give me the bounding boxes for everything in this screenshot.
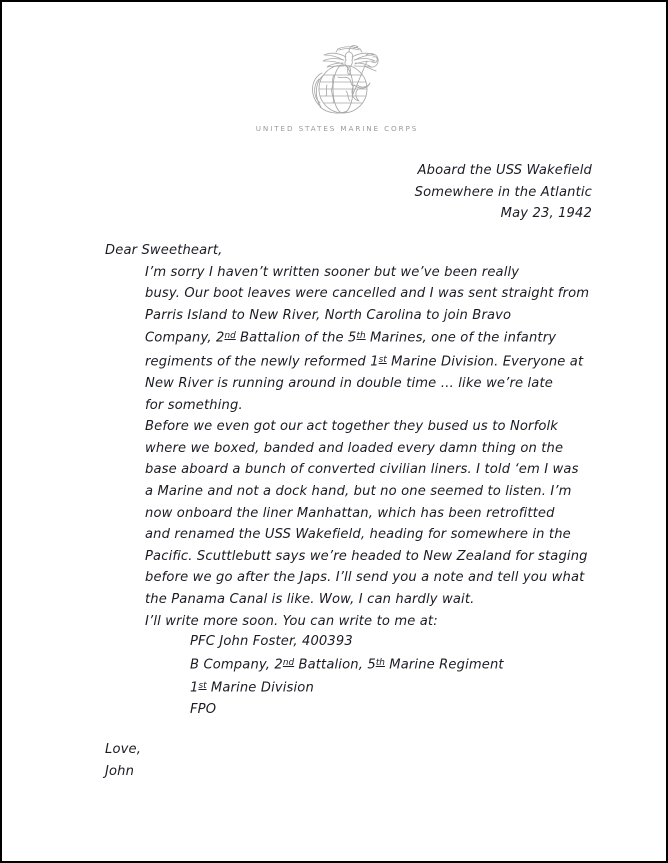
ordinal-suffix: st xyxy=(198,680,207,691)
heading-line-ship: Aboard the USS Wakefield xyxy=(417,163,592,178)
paragraph-line: now onboard the liner Manhattan, which has been retrofitted xyxy=(145,505,555,521)
address-line-division: 1st Marine Division xyxy=(190,680,314,696)
paragraph-line: and renamed the USS Wakefield, heading for somewhere in the xyxy=(145,527,571,543)
paragraph-line: I’ll write more soon. You can write to me at: xyxy=(145,613,438,629)
paragraph-line: busy. Our boot leaves were cancelled and I was sent straight from xyxy=(145,286,590,302)
ordinal-suffix: nd xyxy=(282,657,295,668)
paragraph-line: I’m sorry I haven’t written sooner but we’ve been really xyxy=(145,264,520,280)
letter-heading xyxy=(302,160,592,225)
paragraph-line: New River is running around in double time … like we’re late xyxy=(145,376,553,392)
paragraph-line: base aboard a bunch of converted civilian liners. I told ‘em I was xyxy=(145,462,579,478)
return-address-block xyxy=(190,631,590,721)
paragraph-line: for something. xyxy=(145,397,243,413)
paragraph-line: where we boxed, banded and loaded every damn thing on the xyxy=(145,440,564,456)
valediction: Love, xyxy=(105,742,142,757)
address-line-fpo: FPO xyxy=(190,702,217,718)
letter-closing xyxy=(105,739,355,782)
paragraph-line: regiments of the newly reformed 1st Marine Division. Everyone at xyxy=(145,354,584,370)
paragraph-line: Company, 2nd Battalion of the 5th Marines, one of the infantry xyxy=(145,331,557,347)
ordinal-suffix: st xyxy=(378,354,387,365)
paragraph-line: Parris Island to New River, North Carolina to join Bravo xyxy=(145,307,512,323)
ordinal-suffix: nd xyxy=(224,331,236,342)
letter-body xyxy=(105,240,590,632)
paragraph-line: the Panama Canal is like. Wow, I can hardly wait. xyxy=(145,591,475,607)
heading-line-date: May 23, 1942 xyxy=(500,206,592,222)
paragraph-1 xyxy=(105,262,590,417)
paragraph-line: Before we even got our act together they bused us to Norfolk xyxy=(145,419,559,435)
marine-corps-eagle-globe-anchor-icon xyxy=(294,35,402,121)
letterhead xyxy=(242,35,432,140)
paragraph-line: before we go after the Japs. I’ll send you a note and tell you what xyxy=(145,570,585,586)
paragraph-line: Pacific. Scuttlebutt says we’re headed to New Zealand for staging xyxy=(145,548,588,564)
address-line-name: PFC John Foster, 400393 xyxy=(190,634,353,649)
paragraph-line: a Marine and not a dock hand, but no one seemed to listen. I’m xyxy=(145,484,572,499)
ordinal-suffix: th xyxy=(375,657,385,668)
paragraph-2 xyxy=(105,416,588,610)
heading-line-location: Somewhere in the Atlantic xyxy=(414,184,592,200)
emblem-container xyxy=(242,35,432,123)
signature: John xyxy=(105,763,135,779)
address-line-unit: B Company, 2nd Battalion, 5th Marine Regiment xyxy=(190,657,504,673)
paragraph-3 xyxy=(105,611,583,633)
salutation: Dear Sweetheart, xyxy=(105,243,223,258)
letterhead-caption: UNITED STATES MARINE CORPS xyxy=(255,124,419,133)
ordinal-suffix: th xyxy=(356,331,366,342)
